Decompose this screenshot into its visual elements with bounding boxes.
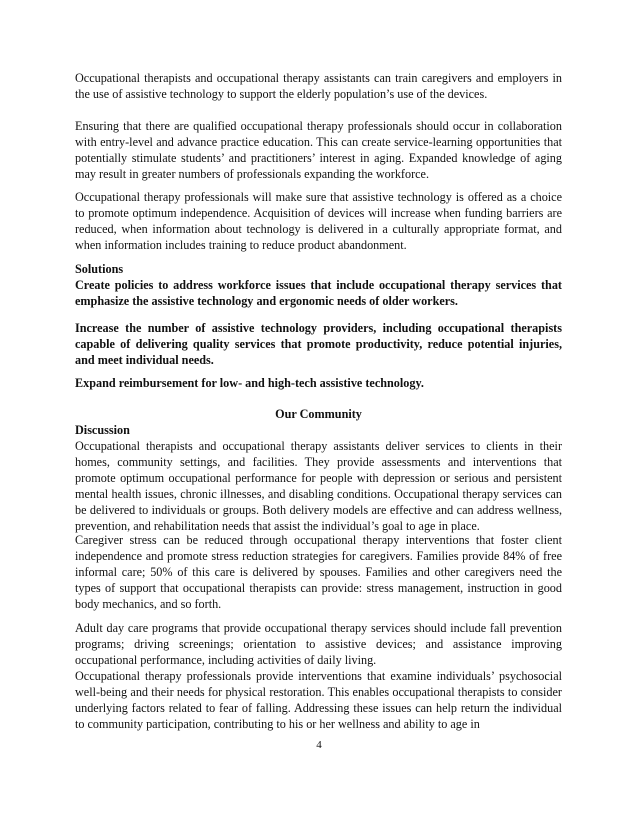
paragraph-deliver-services: Occupational therapists and occupational therapy assistants deliver services to clients in their homes, community settings, and facilities. They provide assessments and interventions that promote optimum occupational performance for people with depression or serious and persistent mental health issues, chronic illnesses, and disabling conditions. Occupational therapy services can be delivered to individuals or groups. Both delivery models are effective and can address wellness, prevention, and rehabilitation needs that assist the individual’s goal to age in place.	[75, 439, 562, 533]
paragraph-caregiver-stress: Caregiver stress can be reduced through occupational therapy interventions that foster client independence and promote stress reduction strategies for caregivers. Families provide 84% of free informal care; 50% of this care is delivered by spouses. Families and other caregivers need the types of support that occupational therapists can provide: stress management, instruction in good body mechanics, and so forth.	[75, 533, 562, 611]
discussion-heading: Discussion	[75, 423, 130, 437]
solutions-heading: Solutions	[75, 262, 124, 276]
section-title-our-community: Our Community	[275, 407, 362, 421]
paragraph-adult-day-care: Adult day care programs that provide occupational therapy services should include fall prevention programs; driving screenings; orientation to assistive devices; and assistance improving occupational performance, including activities of daily living.	[75, 621, 562, 667]
page-number: 4	[316, 739, 322, 751]
paragraph-qualified-professionals: Ensuring that there are qualified occupational therapy professionals should occur in collaboration with entry-level and advance practice education. This can create service-learning opportunities that potentially stimulate students’ and practitioners’ interest in aging. Expanded knowledge of aging may result in greater numbers of professionals expanding the workforce.	[75, 119, 562, 181]
paragraph-assistive-technology-choice: Occupational therapy professionals will make sure that assistive technology is offered as a choice to promote optimum independence. Acquisition of devices will increase when funding barriers are reduced, when information about technology is delivered in a culturally appropriate format, and when information includes training to reduce product abandonment.	[75, 190, 562, 252]
solution-workforce-policies: Create policies to address workforce issues that include occupational therapy services that emphasize the assistive technology and ergonomic needs of older workers.	[75, 278, 562, 308]
paragraph-psychosocial-interventions: Occupational therapy professionals provide interventions that examine individuals’ psychosocial well-being and their needs for physical restoration. This enables occupational therapists to consider underlying factors related to fear of falling. Addressing these issues can help return the individual to community participation, contributing to his or her wellness and ability to age in	[75, 669, 562, 731]
paragraph-train-caregivers: Occupational therapists and occupational therapy assistants can train caregivers and employers in the use of assistive technology to support the elderly population’s use of the devices.	[75, 71, 562, 101]
solution-expand-reimbursement: Expand reimbursement for low- and high-tech assistive technology.	[75, 376, 424, 390]
solution-increase-providers: Increase the number of assistive technology providers, including occupational therapists capable of delivering quality services that promote productivity, reduce potential injuries, and meet individual needs.	[75, 321, 562, 367]
